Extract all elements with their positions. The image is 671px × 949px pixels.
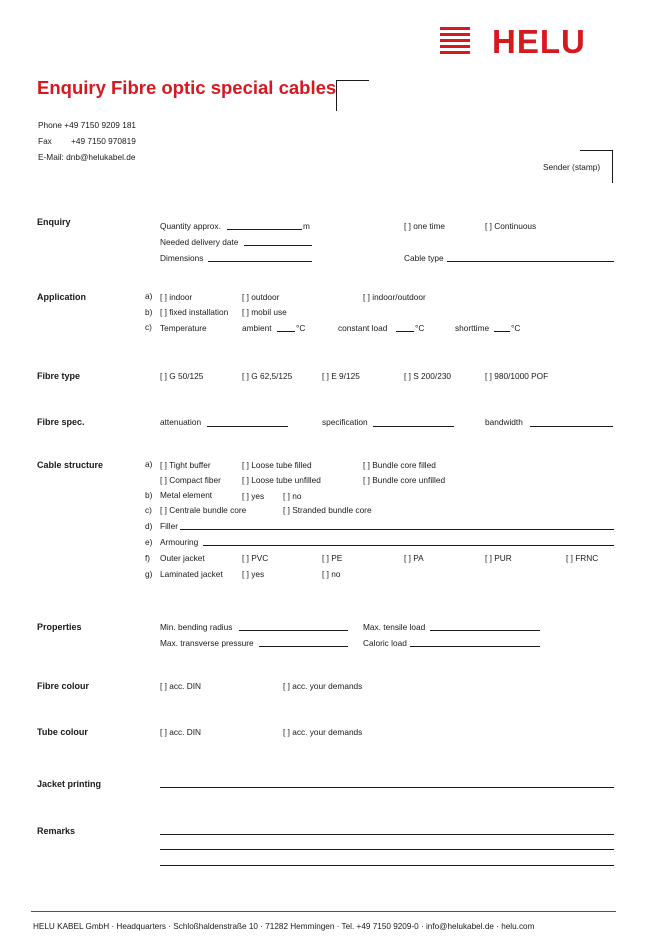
- checkbox-continuous[interactable]: [ ] Continuous: [485, 221, 537, 231]
- checkbox-fixed-installation[interactable]: [ ] fixed installation: [160, 307, 229, 317]
- cable-structure-d: d): [145, 521, 153, 531]
- specification-label: specification: [322, 417, 368, 427]
- filler-label: Filler: [160, 521, 178, 531]
- remarks-line-2[interactable]: [160, 849, 614, 850]
- delivery-date-label: Needed delivery date: [160, 237, 239, 247]
- laminated-jacket-label: Laminated jacket: [160, 569, 223, 579]
- shorttime-unit: °C: [511, 323, 521, 333]
- checkbox-loose-tube-unfilled[interactable]: [ ] Loose tube unfilled: [242, 475, 321, 485]
- corner-mark-title: [336, 80, 369, 111]
- section-jacket-printing: Jacket printing: [37, 779, 102, 789]
- checkbox-g50[interactable]: [ ] G 50/125: [160, 371, 204, 381]
- section-properties: Properties: [37, 622, 82, 632]
- cable-structure-f: f): [145, 553, 151, 563]
- checkbox-mobil-use[interactable]: [ ] mobil use: [242, 307, 287, 317]
- checkbox-pur[interactable]: [ ] PUR: [485, 553, 512, 563]
- checkbox-laminated-yes[interactable]: [ ] yes: [242, 569, 265, 579]
- contact-phone: Phone +49 7150 9209 181: [38, 120, 137, 130]
- dimensions-field[interactable]: [208, 261, 312, 262]
- checkbox-indoor-outdoor[interactable]: [ ] indoor/outdoor: [363, 292, 426, 302]
- bending-radius-label: Min. bending radius: [160, 622, 233, 632]
- footer-address: HELU KABEL GmbH · Headquarters · Schloßhaldenstraße 10 · 71282 Hemmingen · Tel. +49 7150 9209-0 · info@helukabel.de · helu.com: [33, 922, 535, 931]
- checkbox-fibre-colour-demands[interactable]: [ ] acc. your demands: [283, 681, 363, 691]
- quantity-unit: m: [303, 221, 310, 231]
- section-remarks: Remarks: [37, 826, 76, 836]
- dimensions-label: Dimensions: [160, 253, 204, 263]
- transverse-pressure-label: Max. transverse pressure: [160, 638, 254, 648]
- contact-email: E-Mail: dnb@helukabel.de: [38, 152, 136, 162]
- ambient-label: ambient: [242, 323, 272, 333]
- application-b: b): [145, 307, 153, 317]
- attenuation-field[interactable]: [207, 426, 288, 427]
- contact-fax-label: Fax: [38, 136, 52, 146]
- checkbox-fibre-colour-din[interactable]: [ ] acc. DIN: [160, 681, 202, 691]
- shorttime-field[interactable]: [494, 331, 510, 332]
- checkbox-loose-tube-filled[interactable]: [ ] Loose tube filled: [242, 460, 312, 470]
- armouring-label: Armouring: [160, 537, 199, 547]
- attenuation-label: attenuation: [160, 417, 202, 427]
- cable-structure-g: g): [145, 569, 153, 579]
- cable-structure-c: c): [145, 505, 152, 515]
- checkbox-pof[interactable]: [ ] 980/1000 POF: [485, 371, 549, 381]
- checkbox-metal-yes[interactable]: [ ] yes: [242, 491, 265, 501]
- outer-jacket-label: Outer jacket: [160, 553, 205, 563]
- sender-stamp-label: Sender (stamp): [543, 162, 601, 172]
- cable-type-label: Cable type: [404, 253, 444, 263]
- checkbox-g62[interactable]: [ ] G 62,5/125: [242, 371, 293, 381]
- page-title: Enquiry Fibre optic special cables: [37, 77, 337, 98]
- armouring-field[interactable]: [203, 545, 614, 546]
- transverse-pressure-field[interactable]: [259, 646, 348, 647]
- checkbox-indoor[interactable]: [ ] indoor: [160, 292, 193, 302]
- temperature-label: Temperature: [160, 323, 207, 333]
- footer-rule: [31, 911, 616, 912]
- cable-structure-b: b): [145, 490, 153, 500]
- bandwidth-field[interactable]: [530, 426, 613, 427]
- checkbox-s200[interactable]: [ ] S 200/230: [404, 371, 452, 381]
- checkbox-pa[interactable]: [ ] PA: [404, 553, 424, 563]
- checkbox-tube-colour-din[interactable]: [ ] acc. DIN: [160, 727, 202, 737]
- checkbox-stranded-bundle-core[interactable]: [ ] Stranded bundle core: [283, 505, 372, 515]
- application-c: c): [145, 322, 152, 332]
- corner-mark-sender: [580, 150, 613, 183]
- section-cable-structure: Cable structure: [37, 460, 104, 470]
- cable-structure-e: e): [145, 537, 153, 547]
- section-fibre-colour: Fibre colour: [37, 681, 90, 691]
- tensile-load-label: Max. tensile load: [363, 622, 426, 632]
- section-enquiry: Enquiry: [37, 217, 71, 227]
- remarks-line-3[interactable]: [160, 865, 614, 866]
- specification-field[interactable]: [373, 426, 454, 427]
- checkbox-centrale-bundle-core[interactable]: [ ] Centrale bundle core: [160, 505, 247, 515]
- remarks-line-1[interactable]: [160, 834, 614, 835]
- quantity-label: Quantity approx.: [160, 221, 221, 231]
- cable-type-field[interactable]: [447, 261, 614, 262]
- checkbox-bundle-core-filled[interactable]: [ ] Bundle core filled: [363, 460, 436, 470]
- constant-load-unit: °C: [415, 323, 425, 333]
- caloric-load-label: Caloric load: [363, 638, 407, 648]
- checkbox-laminated-no[interactable]: [ ] no: [322, 569, 341, 579]
- jacket-printing-field[interactable]: [160, 787, 614, 788]
- constant-load-field[interactable]: [396, 331, 414, 332]
- logo-text: HELU: [492, 23, 586, 60]
- checkbox-bundle-core-unfilled[interactable]: [ ] Bundle core unfilled: [363, 475, 446, 485]
- constant-load-label: constant load: [338, 323, 388, 333]
- metal-element-label: Metal element: [160, 490, 213, 500]
- tensile-load-field[interactable]: [430, 630, 540, 631]
- checkbox-e9[interactable]: [ ] E 9/125: [322, 371, 360, 381]
- section-application: Application: [37, 292, 86, 302]
- checkbox-one-time[interactable]: [ ] one time: [404, 221, 446, 231]
- checkbox-tight-buffer[interactable]: [ ] Tight buffer: [160, 460, 211, 470]
- logo-mark: [440, 27, 470, 57]
- filler-field[interactable]: [180, 529, 614, 530]
- cable-structure-a: a): [145, 459, 153, 469]
- checkbox-tube-colour-demands[interactable]: [ ] acc. your demands: [283, 727, 363, 737]
- checkbox-outdoor[interactable]: [ ] outdoor: [242, 292, 280, 302]
- contact-fax: +49 7150 970819: [71, 136, 136, 146]
- ambient-field[interactable]: [277, 331, 295, 332]
- section-fibre-type: Fibre type: [37, 371, 81, 381]
- section-fibre-spec: Fibre spec.: [37, 417, 85, 427]
- delivery-date-field[interactable]: [244, 245, 312, 246]
- shorttime-label: shorttime: [455, 323, 490, 333]
- checkbox-metal-no[interactable]: [ ] no: [283, 491, 302, 501]
- checkbox-pe[interactable]: [ ] PE: [322, 553, 343, 563]
- section-tube-colour: Tube colour: [37, 727, 88, 737]
- bandwidth-label: bandwidth: [485, 417, 523, 427]
- quantity-field[interactable]: [227, 229, 302, 230]
- application-a: a): [145, 291, 153, 301]
- checkbox-frnc[interactable]: [ ] FRNC: [566, 553, 599, 563]
- caloric-load-field[interactable]: [410, 646, 540, 647]
- checkbox-compact-fiber[interactable]: [ ] Compact fiber: [160, 475, 221, 485]
- checkbox-pvc[interactable]: [ ] PVC: [242, 553, 269, 563]
- bending-radius-field[interactable]: [239, 630, 348, 631]
- ambient-unit: °C: [296, 323, 306, 333]
